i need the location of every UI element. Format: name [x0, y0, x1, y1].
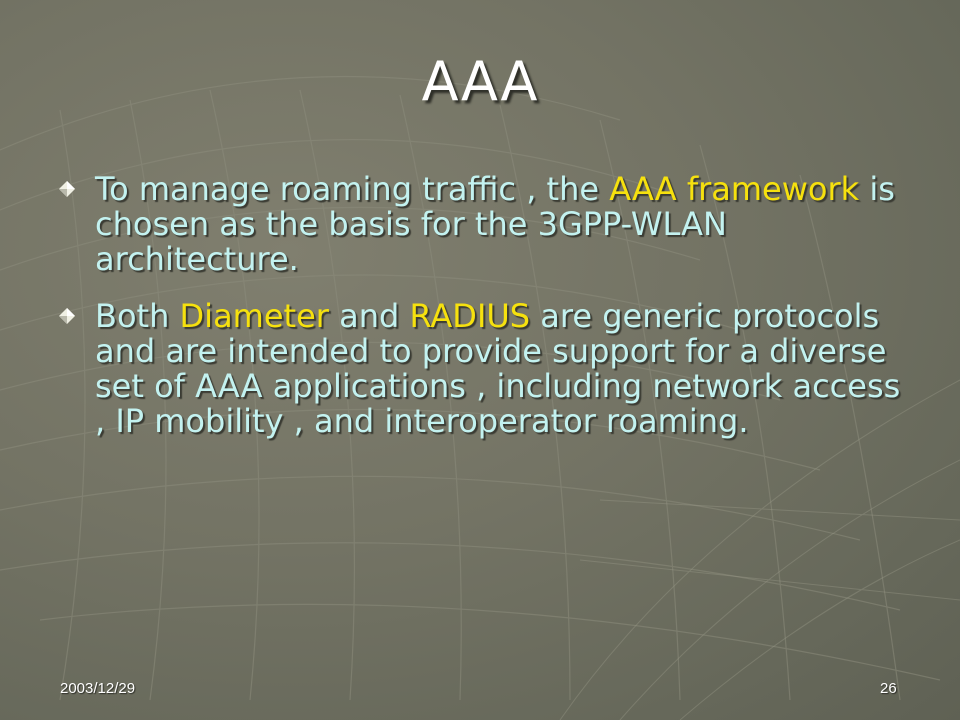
highlight-aaa-framework: AAA framework — [609, 170, 860, 208]
bullet-item-aaa-framework — [58, 172, 918, 277]
diamond-bullet-icon — [58, 180, 76, 198]
bullet-text-segment: To manage roaming traffic , the — [95, 170, 610, 208]
bullet-list — [58, 172, 918, 461]
bullet-text-segment: is chosen as the basis for the 3GPP-WLAN architecture. — [95, 170, 895, 278]
footer-date: 2003/12/29 — [60, 680, 136, 697]
bullet-text-segment: Both — [95, 297, 180, 335]
page-number: 26 — [880, 680, 897, 697]
bullet-item-diameter-radius — [58, 299, 918, 439]
diamond-bullet-icon — [58, 307, 76, 325]
highlight-diameter: Diameter — [179, 297, 329, 335]
highlight-radius: RADIUS — [409, 297, 531, 335]
slide-title: AAA — [421, 50, 539, 113]
bullet-text-segment: and — [328, 297, 410, 335]
bullet-text-segment: are generic protocols and are intended to provide support for a diverse set of AAA applications , including network access , IP mobility , and interoperator roaming. — [95, 297, 901, 440]
